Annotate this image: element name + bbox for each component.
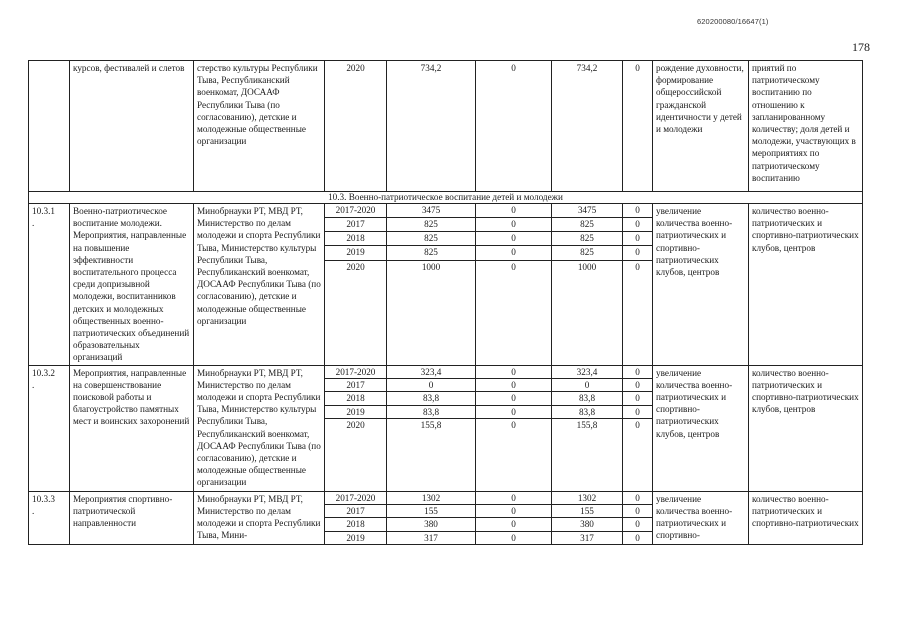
item-executors: Минобрнауки РТ, МВД РТ, Министерство по делам молодежи и спорта Республики Тыва, Мини- <box>194 491 325 544</box>
item-result: увеличение количества военно-патриотических и спортивно-патриотических клубов, центров <box>653 204 749 366</box>
fed-cell: 0 <box>476 365 552 378</box>
item-name: Мероприятия спортивно-патриотической направленности <box>70 491 194 544</box>
rep-cell: 155,8 <box>552 418 623 491</box>
fed-cell: 0 <box>476 378 552 391</box>
year-cell: 2017-2020 <box>325 204 387 218</box>
rep-cell: 0 <box>552 378 623 391</box>
mun-cell: 0 <box>623 392 653 405</box>
fed-cell: 0 <box>476 204 552 218</box>
mun-cell: 0 <box>623 505 653 518</box>
fed-cell: 0 <box>476 518 552 531</box>
year-cell: 2020 <box>325 418 387 491</box>
year-cell: 2017 <box>325 505 387 518</box>
item-indicator: количество военно-патриотических и спортивно-патриотических клубов, центров <box>749 365 863 491</box>
cell-rep: 734,2 <box>552 61 623 192</box>
rep-cell: 380 <box>552 518 623 531</box>
total-cell: 83,8 <box>387 392 476 405</box>
item-executors: Минобрнауки РТ, МВД РТ, Министерство по делам молодежи и спорта Республики Тыва, Министерство культуры Республики Тыва, Республиканский военкомат, ДОСААФ Республики Тыва (по согласованию), детские и молодежные общественные организации <box>194 204 325 366</box>
rep-cell: 825 <box>552 246 623 260</box>
cell-executors: стерство культуры Республики Тыва, Республиканский военкомат, ДОСААФ Республики Тыва (по согласованию), детские и молодежные общественные организации <box>194 61 325 192</box>
total-cell: 0 <box>387 378 476 391</box>
mun-cell: 0 <box>623 260 653 365</box>
item-number: 10.3.3 . <box>29 491 70 544</box>
item-number: 10.3.2 . <box>29 365 70 491</box>
total-cell: 825 <box>387 232 476 246</box>
table-row <box>29 204 863 218</box>
item-executors: Минобрнауки РТ, МВД РТ, Министерство по делам молодежи и спорта Республики Тыва, Министерство культуры Республики Тыва, Республиканский военкомат, ДОСААФ Республики Тыва (по согласованию), детские и молодежные общественные организации <box>194 365 325 491</box>
fed-cell: 0 <box>476 392 552 405</box>
year-cell: 2019 <box>325 531 387 544</box>
rep-cell: 825 <box>552 218 623 232</box>
rep-cell: 317 <box>552 531 623 544</box>
year-cell: 2017-2020 <box>325 365 387 378</box>
rep-cell: 83,8 <box>552 392 623 405</box>
total-cell: 323,4 <box>387 365 476 378</box>
cell-result: рождение духовности, формирование общероссийской гражданской идентичности у детей и молодежи <box>653 61 749 192</box>
document-id: 620200080/16647(1) <box>697 17 769 26</box>
rep-cell: 1000 <box>552 260 623 365</box>
table-row <box>29 365 863 378</box>
total-cell: 155 <box>387 505 476 518</box>
table-row-continuation <box>29 61 863 192</box>
total-cell: 317 <box>387 531 476 544</box>
year-cell: 2019 <box>325 246 387 260</box>
mun-cell: 0 <box>623 491 653 504</box>
fed-cell: 0 <box>476 531 552 544</box>
fed-cell: 0 <box>476 505 552 518</box>
total-cell: 825 <box>387 218 476 232</box>
cell-name: курсов, фестивалей и слетов <box>70 61 194 192</box>
mun-cell: 0 <box>623 365 653 378</box>
year-cell: 2019 <box>325 405 387 418</box>
cell-num <box>29 61 70 192</box>
year-cell: 2018 <box>325 392 387 405</box>
fed-cell: 0 <box>476 246 552 260</box>
mun-cell: 0 <box>623 218 653 232</box>
year-cell: 2017-2020 <box>325 491 387 504</box>
total-cell: 1302 <box>387 491 476 504</box>
rep-cell: 323,4 <box>552 365 623 378</box>
section-title: 10.3. Военно-патриотическое воспитание детей и молодежи <box>29 192 863 204</box>
fed-cell: 0 <box>476 232 552 246</box>
item-result: увеличение количества военно-патриотических и спортивно- <box>653 491 749 544</box>
rep-cell: 1302 <box>552 491 623 504</box>
mun-cell: 0 <box>623 531 653 544</box>
section-row <box>29 192 863 204</box>
cell-total: 734,2 <box>387 61 476 192</box>
mun-cell: 0 <box>623 378 653 391</box>
total-cell: 1000 <box>387 260 476 365</box>
cell-indicator: приятий по патриотическому воспитанию по отношению к запланированному количеству; доля детей и молодежи, участвующих в мероприятиях по патриотическому воспитанию <box>749 61 863 192</box>
mun-cell: 0 <box>623 246 653 260</box>
item-name: Мероприятия, направленные на совершенствование поисковой работы и благоустройство памятных мест и воинских захоронений <box>70 365 194 491</box>
fed-cell: 0 <box>476 418 552 491</box>
fed-cell: 0 <box>476 405 552 418</box>
year-cell: 2017 <box>325 218 387 232</box>
table-row <box>29 491 863 504</box>
item-indicator: количество военно-патриотических и спортивно-патриотических клубов, центров <box>749 204 863 366</box>
rep-cell: 155 <box>552 505 623 518</box>
fed-cell: 0 <box>476 260 552 365</box>
cell-mun: 0 <box>623 61 653 192</box>
mun-cell: 0 <box>623 405 653 418</box>
mun-cell: 0 <box>623 518 653 531</box>
year-cell: 2017 <box>325 378 387 391</box>
total-cell: 3475 <box>387 204 476 218</box>
rep-cell: 825 <box>552 232 623 246</box>
page-number: 178 <box>852 40 870 54</box>
cell-fed: 0 <box>476 61 552 192</box>
year-cell: 2018 <box>325 232 387 246</box>
item-result: увеличение количества военно-патриотических и спортивно-патриотических клубов, центров <box>653 365 749 491</box>
rep-cell: 3475 <box>552 204 623 218</box>
total-cell: 380 <box>387 518 476 531</box>
cell-year: 2020 <box>325 61 387 192</box>
mun-cell: 0 <box>623 232 653 246</box>
total-cell: 155,8 <box>387 418 476 491</box>
mun-cell: 0 <box>623 418 653 491</box>
fed-cell: 0 <box>476 491 552 504</box>
total-cell: 83,8 <box>387 405 476 418</box>
item-number: 10.3.1 . <box>29 204 70 366</box>
item-name: Военно-патриотическое воспитание молодежи. Мероприятия, направленные на повышение эффективности воспитательного процесса среди допризывной молодежи, воспитанников детских и молодежных общественных военно-патриотических объединений образовательных организаций <box>70 204 194 366</box>
mun-cell: 0 <box>623 204 653 218</box>
total-cell: 825 <box>387 246 476 260</box>
fed-cell: 0 <box>476 218 552 232</box>
item-indicator: количество военно-патриотических и спортивно-патриотических <box>749 491 863 544</box>
year-cell: 2020 <box>325 260 387 365</box>
year-cell: 2018 <box>325 518 387 531</box>
program-table <box>28 60 863 545</box>
rep-cell: 83,8 <box>552 405 623 418</box>
